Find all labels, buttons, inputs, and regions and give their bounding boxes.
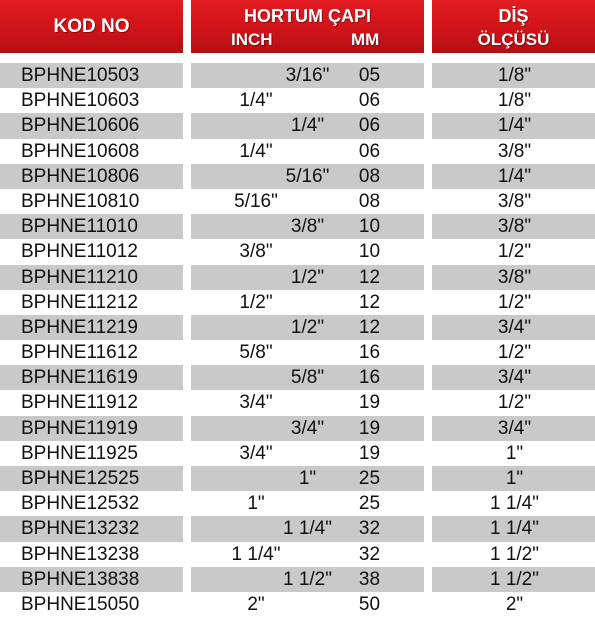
cell-kod-no: BPHNE10608 <box>21 140 140 162</box>
cell-mm: 19 <box>358 392 381 414</box>
table-row <box>0 416 595 441</box>
cell-dis-olcusu: 1" <box>505 442 524 464</box>
cell-dis-olcusu: 1 1/4" <box>432 516 595 541</box>
cell-inch: 1" <box>191 466 424 491</box>
header-kod-no <box>0 0 183 53</box>
cell-mm: 16 <box>358 342 381 364</box>
table-row <box>0 214 595 239</box>
cell-kod-no: BPHNE10810 <box>21 190 140 212</box>
cell-dis-olcusu: 1/2" <box>497 291 532 313</box>
cell-mm: 12 <box>358 291 381 313</box>
table-row <box>0 88 595 113</box>
cell-dis-olcusu: 3/8" <box>497 140 532 162</box>
cell-mm: 19 <box>358 417 381 439</box>
header-hortum-capi <box>191 0 424 53</box>
cell-dis-olcusu: 1 1/2" <box>489 543 539 565</box>
cell-mm: 25 <box>358 493 381 515</box>
cell-inch: 1/4" <box>191 113 424 138</box>
cell-dis-olcusu: 3/4" <box>432 315 595 340</box>
cell-mm: 12 <box>358 266 381 288</box>
header-dis-olcusu <box>432 0 595 53</box>
cell-kod-no: BPHNE11012 <box>21 241 138 263</box>
cell-dis-olcusu: 1/8" <box>432 63 595 88</box>
cell-inch: 2" <box>247 593 265 615</box>
cell-mm: 19 <box>358 442 381 464</box>
cell-mm: 50 <box>358 593 381 615</box>
table-body <box>0 63 595 617</box>
cell-kod-no: BPHNE11010 <box>0 214 183 239</box>
cell-kod-no: BPHNE10503 <box>0 63 183 88</box>
cell-dis-olcusu: 3/8" <box>432 214 595 239</box>
table-row <box>0 290 595 315</box>
cell-inch: 3/8" <box>239 241 273 263</box>
table-row <box>0 164 595 189</box>
header-kod-no-label: KOD NO <box>53 15 130 37</box>
cell-kod-no: BPHNE10606 <box>0 113 183 138</box>
cell-inch: 5/8" <box>239 342 273 364</box>
table-row <box>0 139 595 164</box>
cell-inch: 5/16" <box>191 164 424 189</box>
cell-dis-olcusu: 1 1/2" <box>432 567 595 592</box>
cell-kod-no: BPHNE11912 <box>21 392 138 414</box>
table-row <box>0 491 595 516</box>
cell-kod-no: BPHNE13232 <box>0 516 183 541</box>
table-row <box>0 365 595 390</box>
table-row <box>0 567 595 592</box>
cell-dis-olcusu: 1/4" <box>432 164 595 189</box>
cell-kod-no: BPHNE11210 <box>0 265 183 290</box>
cell-mm: 32 <box>358 518 381 540</box>
cell-mm: 10 <box>358 216 381 238</box>
cell-kod-no: BPHNE10806 <box>0 164 183 189</box>
cell-kod-no: BPHNE15050 <box>21 593 140 615</box>
cell-mm: 10 <box>358 241 381 263</box>
header-dis-label: DİŞ <box>498 6 529 26</box>
cell-inch: 1 1/4" <box>191 516 424 541</box>
cell-inch: 3/8" <box>191 214 424 239</box>
table-row <box>0 441 595 466</box>
cell-dis-olcusu: 1/2" <box>497 241 532 263</box>
cell-kod-no: BPHNE12525 <box>0 466 183 491</box>
table-row <box>0 239 595 264</box>
cell-kod-no: BPHNE11219 <box>0 315 183 340</box>
cell-mm: 12 <box>358 316 381 338</box>
table-row <box>0 340 595 365</box>
header-olcusu-label: ÖLÇÜSÜ <box>477 30 550 49</box>
cell-kod-no: BPHNE13838 <box>0 567 183 592</box>
cell-dis-olcusu: 1/2" <box>497 392 532 414</box>
cell-inch: 3/4" <box>239 392 273 414</box>
cell-inch: 3/16" <box>191 63 424 88</box>
cell-kod-no: BPHNE12532 <box>21 493 140 515</box>
cell-dis-olcusu: 1" <box>432 466 595 491</box>
cell-kod-no: BPHNE13238 <box>21 543 140 565</box>
cell-inch: 1 1/2" <box>191 567 424 592</box>
cell-mm: 16 <box>358 367 381 389</box>
table-row <box>0 466 595 491</box>
cell-mm: 05 <box>358 65 381 86</box>
cell-dis-olcusu: 1/8" <box>497 90 532 112</box>
header-mm-label: MM <box>351 30 380 49</box>
cell-mm: 06 <box>358 90 381 112</box>
cell-inch: 1" <box>247 493 265 515</box>
cell-inch: 1/4" <box>239 90 273 112</box>
cell-mm: 08 <box>358 190 381 212</box>
cell-mm: 38 <box>358 568 381 590</box>
table-row <box>0 390 595 415</box>
cell-dis-olcusu: 1 1/4" <box>489 493 539 515</box>
header-inch-label: INCH <box>231 30 273 49</box>
cell-mm: 08 <box>358 165 381 187</box>
cell-kod-no: BPHNE10603 <box>21 90 140 112</box>
cell-dis-olcusu: 3/4" <box>432 365 595 390</box>
cell-inch: 1/2" <box>239 291 273 313</box>
table-row <box>0 113 595 138</box>
cell-inch: 5/8" <box>191 365 424 390</box>
cell-inch: 3/4" <box>239 442 273 464</box>
table-row <box>0 189 595 214</box>
header-hortum-capi-label: HORTUM ÇAPI <box>244 6 371 26</box>
cell-inch: 1/2" <box>191 265 424 290</box>
cell-mm: 32 <box>358 543 381 565</box>
cell-inch: 1/4" <box>239 140 273 162</box>
cell-inch: 1 1/4" <box>231 543 281 565</box>
cell-dis-olcusu: 1/4" <box>432 113 595 138</box>
cell-inch: 3/4" <box>191 416 424 441</box>
cell-dis-olcusu: 3/8" <box>497 190 532 212</box>
cell-kod-no: BPHNE11919 <box>0 416 183 441</box>
cell-kod-no: BPHNE11619 <box>0 365 183 390</box>
cell-kod-no: BPHNE11925 <box>21 442 138 464</box>
cell-kod-no: BPHNE11212 <box>21 291 138 313</box>
table-row <box>0 516 595 541</box>
cell-mm: 06 <box>358 140 381 162</box>
cell-mm: 06 <box>358 115 381 137</box>
table-row <box>0 592 595 617</box>
cell-dis-olcusu: 3/4" <box>432 416 595 441</box>
table-row <box>0 315 595 340</box>
cell-dis-olcusu: 3/8" <box>432 265 595 290</box>
cell-inch: 5/16" <box>234 190 278 212</box>
table-row <box>0 63 595 88</box>
table-row <box>0 265 595 290</box>
cell-mm: 25 <box>358 468 381 489</box>
table-row <box>0 542 595 567</box>
cell-dis-olcusu: 2" <box>505 593 524 615</box>
cell-dis-olcusu: 1/2" <box>497 342 532 364</box>
cell-kod-no: BPHNE11612 <box>21 342 138 364</box>
cell-inch: 1/2" <box>191 315 424 340</box>
